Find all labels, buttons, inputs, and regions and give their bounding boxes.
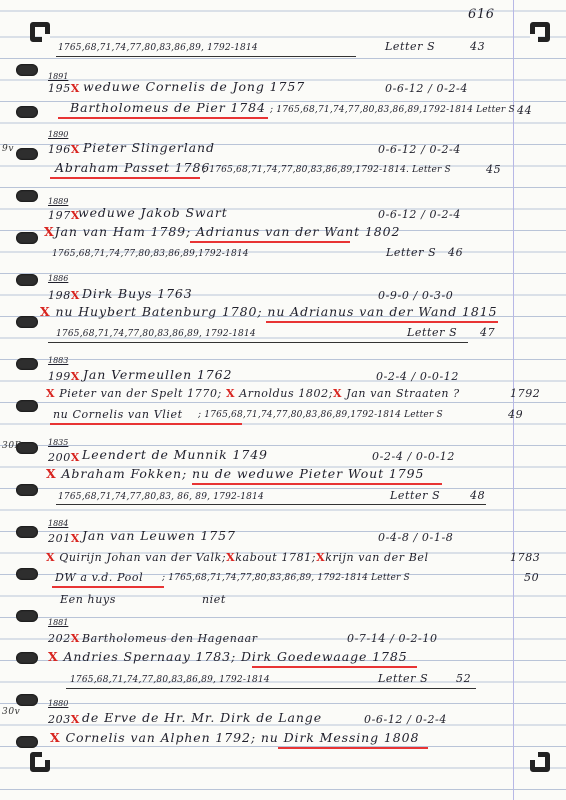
corner-mark-bottom-right <box>530 752 550 772</box>
underline <box>48 342 468 343</box>
entry-extra-year: 1783 <box>510 551 541 564</box>
entry-owner: Bartholomeus den Hagenaar <box>82 632 258 645</box>
red-underline <box>266 321 498 323</box>
page-number: 616 <box>468 7 495 22</box>
underline <box>56 56 356 57</box>
entry-number: 201X <box>48 532 80 545</box>
red-underline <box>278 747 428 749</box>
underline <box>66 688 476 689</box>
entry-number: 195X <box>48 82 80 95</box>
binder-hole <box>16 106 38 118</box>
entry-owner: Jan Vermeullen 1762 <box>83 367 233 382</box>
entry-letter-number: 44 <box>517 104 533 117</box>
entry-number: 203X <box>48 713 80 726</box>
entry-successor: X Quirijn Johan van der Valk;Xkabout 1781;Xkrijn van der Bel <box>46 551 429 564</box>
cross-mark: X <box>70 451 80 464</box>
binder-hole <box>16 190 38 202</box>
entry-value: 0-6-12 / 0-2-4 <box>364 713 447 726</box>
binder-hole <box>16 736 38 748</box>
entry-letter-number: 49 <box>508 408 524 421</box>
entry-owner: de Erve de Hr. Mr. Dirk de Lange <box>82 710 322 725</box>
entry-value: 0-7-14 / 0-2-10 <box>347 632 438 645</box>
entry-year: 1884 <box>48 519 69 528</box>
binder-hole <box>16 694 38 706</box>
entry-successor: X nu Huybert Batenburg 1780; nu Adrianus van der Wand 1815 <box>40 304 498 319</box>
entry-value: 0-4-8 / 0-1-8 <box>378 531 454 544</box>
entry-years-line: ; 1765,68,71,74,77,80,83,86,89, 1792-1814 Letter S <box>162 573 410 583</box>
entry-years-line: ; 1765,68,71,74,77,80,83,86,89,1792-1814 Letter S <box>198 410 443 420</box>
corner-mark-bottom-left <box>30 752 50 772</box>
red-underline <box>192 483 442 485</box>
margin-rule <box>513 0 514 800</box>
cross-mark: X <box>316 551 326 564</box>
entry-year: 1835 <box>48 438 69 447</box>
entry-successor: X Cornelis van Alphen 1792; nu Dirk Messing 1808 <box>50 730 420 745</box>
margin-note: 30R <box>2 441 23 451</box>
corner-mark-top-left <box>30 22 50 42</box>
entry-successor: XJan van Ham 1789; Adrianus van der Want 1802 <box>44 224 401 239</box>
entry-year: 1880 <box>48 699 69 708</box>
entry-year: 1881 <box>48 618 69 627</box>
entry-number: 198X <box>48 289 80 302</box>
entry-letter-number: 48 <box>470 489 486 502</box>
entry-number: 196X <box>48 143 80 156</box>
entry-years-line: ; 1765,68,71,74,77,80,83,86,89,1792-1814 Letter S <box>270 105 515 115</box>
entry-years-line: 1765,68,71,74,77,80,83,86,89, 1792-1814 <box>70 675 270 685</box>
entry-owner: Pieter Slingerland <box>83 140 215 155</box>
entry-letter: Letter S <box>407 326 458 339</box>
corner-mark-top-right <box>530 22 550 42</box>
entry-value: 0-9-0 / 0-3-0 <box>378 289 454 302</box>
entry-value: 0-6-12 / 0-2-4 <box>378 208 461 221</box>
entry-year: 1886 <box>48 274 69 283</box>
entry-letter-number: 52 <box>456 672 472 685</box>
entry-note: niet <box>202 593 226 606</box>
binder-hole <box>16 400 38 412</box>
entry-number: 199X <box>48 370 80 383</box>
entry-letter: Letter S <box>390 489 441 502</box>
entry-years-line: 1765,68,71,74,77,80,83,86,89, 1792-1814 <box>58 43 258 53</box>
cross-mark: X <box>226 551 236 564</box>
entry-value: 0-6-12 / 0-2-4 <box>378 143 461 156</box>
entry-owner: weduwe Cornelis de Jong 1757 <box>83 79 306 94</box>
binder-hole <box>16 64 38 76</box>
binder-hole <box>16 358 38 370</box>
entry-letter: Letter S <box>385 40 436 53</box>
entry-number: 200X <box>48 451 80 464</box>
entry-year: 1889 <box>48 197 69 206</box>
cross-mark: X <box>70 713 80 726</box>
entry-note: Een huys <box>60 593 116 606</box>
red-underline <box>58 117 268 119</box>
red-underline <box>252 666 417 668</box>
entry-value: 0-2-4 / 0-0-12 <box>372 450 455 463</box>
entry-letter-number: 45 <box>486 163 502 176</box>
cross-mark: X <box>44 224 55 239</box>
binder-hole <box>16 484 38 496</box>
entry-letter-number: 43 <box>470 40 486 53</box>
entry-year: 1883 <box>48 356 69 365</box>
red-underline <box>190 241 350 243</box>
red-underline <box>50 423 242 425</box>
binder-hole <box>16 526 38 538</box>
entry-year: 1890 <box>48 130 69 139</box>
entry-number: 202X <box>48 632 80 645</box>
entry-value: 0-6-12 / 0-2-4 <box>385 82 468 95</box>
entry-letter-number: 47 <box>480 326 496 339</box>
cross-mark: X <box>40 304 51 319</box>
cross-mark: X <box>48 649 59 664</box>
entry-owner: Jan van Leuwen 1757 <box>82 528 236 543</box>
entry-successor: X Andries Spernaay 1783; Dirk Goedewaage 1785 <box>48 649 408 664</box>
entry-years-line: 1765,68,71,74,77,80,83, 86, 89, 1792-1814 <box>58 492 264 502</box>
entry-successor: nu Cornelis van Vliet <box>53 408 183 421</box>
underline <box>56 504 486 505</box>
cross-mark: X <box>70 82 80 95</box>
entry-letter: Letter S <box>386 246 437 259</box>
red-underline <box>52 586 164 588</box>
binder-hole <box>16 652 38 664</box>
entry-successor: X Abraham Fokken; nu de weduwe Pieter Wout 1795 <box>46 466 425 481</box>
binder-hole <box>16 274 38 286</box>
entry-years-line: 1765,68,71,74,77,80,83,86,89, 1792-1814 <box>56 329 256 339</box>
entry-successor: Bartholomeus de Pier 1784 <box>70 100 266 115</box>
cross-mark: X <box>70 632 80 645</box>
entry-year: 1891 <box>48 72 69 81</box>
entry-number: 197X <box>48 209 80 222</box>
entry-successor: Abraham Passet 1786 <box>55 160 211 175</box>
cross-mark: X <box>70 143 80 156</box>
cross-mark: X <box>70 209 80 222</box>
cross-mark: X <box>46 387 56 400</box>
entry-letter-number: 46 <box>448 246 464 259</box>
entry-successor: X Pieter van der Spelt 1770; X Arnoldus 1802;X Jan van Straaten ? <box>46 387 460 400</box>
cross-mark: X <box>70 532 80 545</box>
margin-note: 9v <box>2 144 15 154</box>
red-underline <box>50 177 200 179</box>
binder-hole <box>16 568 38 580</box>
binder-hole <box>16 316 38 328</box>
binder-hole <box>16 232 38 244</box>
entry-owner: weduwe Jakob Swart <box>78 205 228 220</box>
cross-mark: X <box>46 551 56 564</box>
entry-owner: Dirk Buys 1763 <box>82 286 193 301</box>
entry-value: 0-2-4 / 0-0-12 <box>376 370 459 383</box>
cross-mark: X <box>70 289 80 302</box>
margin-note: 30v <box>2 707 21 717</box>
cross-mark: X <box>70 370 80 383</box>
entry-years-line: ; 1765,68,71,74,77,80,83,86,89,1792-1814. Letter S <box>203 165 451 175</box>
binder-hole <box>16 610 38 622</box>
cross-mark: X <box>225 387 236 400</box>
cross-mark: X <box>50 730 61 745</box>
cross-mark: X <box>46 466 57 481</box>
cross-mark: X <box>333 387 343 400</box>
entry-letter: Letter S <box>378 672 429 685</box>
entry-owner: Leendert de Munnik 1749 <box>82 447 268 462</box>
entry-successor: DW a v.d. Pool <box>55 571 144 584</box>
entry-years-line: 1765,68,71,74,77,80,83,86,89,1792-1814 <box>52 249 249 259</box>
binder-hole <box>16 148 38 160</box>
entry-letter-number: 50 <box>524 571 540 584</box>
entry-extra-year: 1792 <box>510 387 541 400</box>
